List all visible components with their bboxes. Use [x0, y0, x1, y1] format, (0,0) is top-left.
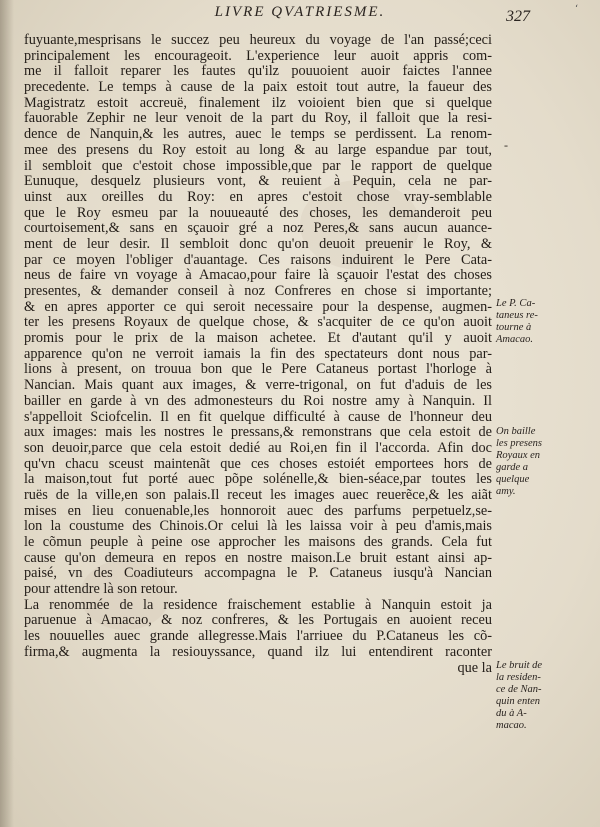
- text-line: ruës de la ville,en son palais.Il receut les images auec reuerẽce,& les aiãt: [24, 487, 492, 503]
- text-line: Nancian. Mais quant aux images, & verre-trigonal, on fut d'aduis de les: [24, 378, 492, 394]
- margin-note-line: Le bruit de: [496, 660, 543, 671]
- margin-note-line: la residen-: [496, 672, 541, 683]
- text-line: courtoisement,& sans en sçauoir gré a noz Peres,& sans aucun auance-: [24, 221, 492, 237]
- text-line: Magistratz estoit accreuë, finalement ilz voioient bien que si quelque: [24, 95, 492, 111]
- text-line: presentes, & demander conseil à noz Confreres en chose si importante;: [24, 284, 492, 299]
- page-number: 327: [506, 8, 530, 25]
- text-line: par ce moyen l'obliger d'auantage. Ces raisons induirent le Pere Cata-: [24, 252, 492, 268]
- text-line: aux images: mais les nostres le pressans,& remonstrans que cela estoit de: [24, 425, 492, 441]
- margin-note: [496, 660, 542, 732]
- margin-note-line: macao.: [496, 720, 527, 731]
- text-line: bailler en garde à vn des admonesteurs du Roi nostre amy à Nanquin. Il: [24, 393, 492, 409]
- text-line: & en apres apporter ce qui seroit necessaire pour la despense, augmen-: [24, 299, 492, 315]
- text-line: promis pour le prix de la maison achetee. Et d'autant qu'il y auoit: [24, 331, 492, 347]
- text-line: mises en lieu conuenable,les honnoroit auec des parfums perpetuelz,se-: [24, 503, 492, 519]
- page-gutter-shadow: [0, 0, 14, 827]
- margin-note-line: ce de Nan-: [496, 684, 542, 695]
- text-line: ment de leur desir. Il sembloit donc qu'on deuoit preuenir le Roy, &: [24, 236, 492, 252]
- margin-note-line: Royaux en: [496, 450, 541, 461]
- margin-note-line: On baille: [496, 426, 536, 437]
- text-line: les nouuelles auec grande allegresse.Mais l'arriuee du P.Cataneus les cõ-: [24, 629, 492, 645]
- text-line: que le Roy esmeu par la nouueauté des choses, les demanderoit peu: [24, 205, 492, 221]
- margin-note-line: quelque: [496, 474, 530, 485]
- text-line: lions à present, on trouua bon que le Pere Cataneus portast l'horloge à: [24, 362, 492, 378]
- margin-note: [496, 426, 542, 498]
- text-line: s'appelloit Sciofcelin. Il en fit quelque difficulté à cause de l'honneur deu: [24, 409, 492, 425]
- text-line: precedente. Le temps à cause de la paix estoit tout autre, la faueur des: [24, 80, 492, 96]
- text-line: principalement les encourageoit. L'experience leur auoit appris com-: [24, 48, 492, 64]
- text-line: Eunuque, desquelz plusieurs vont, & reuient à Pequin, cela ne par-: [24, 174, 492, 190]
- margin-dash-mark: -: [504, 138, 508, 152]
- body-text: [24, 33, 492, 676]
- text-line: firma,& augmenta la resiouyssance, quand ilz lui entendirent raconter: [24, 644, 492, 660]
- corner-mark: ‘: [574, 4, 578, 15]
- margin-note-line: quin enten: [496, 696, 541, 707]
- text-line: me il falloit reparer les fautes qu'ilz pouuoient auoir faictes l'annee: [24, 64, 492, 80]
- text-line: dence de Nanquin,& les autres, auec le temps se perdissent. La renom-: [24, 127, 492, 143]
- text-line: fauorable Zephir ne leur venoit de la part du Roy, il falloit que la resi-: [24, 111, 492, 127]
- margin-note: [496, 298, 538, 346]
- text-line: il sembloit que c'estoit chose impossible,que par le rapport de quelque: [24, 158, 492, 174]
- text-line: paisé, vn des Coadiuteurs accompagna le P. Cataneus iusqu'à Nancian: [24, 566, 492, 582]
- text-line: son deuoir,parce que cela estoit dedié au Roi,en fin il l'accorda. Afin doc: [24, 440, 492, 456]
- text-line: qu'vn chacu sceust maintenãt que ces choses estoiét emportees hors de: [24, 456, 492, 472]
- margin-note-line: Le P. Ca-: [496, 298, 536, 309]
- margin-note-line: Amacao.: [496, 334, 534, 345]
- text-line: La renommée de la residence fraischement establie à Nanquin estoit ja: [24, 597, 492, 613]
- text-line: fuyuante,mesprisans le succez peu heureux du voyage de l'an passé;ceci: [24, 33, 492, 48]
- text-line: cause qu'on demeura en repos en nostre maison.Le bruit estant ainsi ap-: [24, 550, 492, 566]
- text-line: paruenue à Amacao, & noz confreres, & les Portugais en auoient receu: [24, 613, 492, 629]
- text-line: la maison,tout fut porté auec põpe solénelle,& bien-séace,par toutes les: [24, 472, 492, 488]
- margin-note-line: amy.: [496, 486, 516, 497]
- margin-note-line: les presens: [496, 438, 542, 449]
- text-line: ter les presens Royaux de quelque chose, & s'acquiter de ce qu'on auoit: [24, 315, 492, 331]
- text-line: pour attendre là son retour.: [24, 582, 178, 598]
- text-line: lon la coustume des Chinois.Or celui là les laissa voir à peu d'amis,mais: [24, 519, 492, 535]
- text-line: neus de faire vn voyage à Amacao,pour faire là sçauoir l'estat des choses: [24, 268, 492, 284]
- margin-notes: [490, 0, 590, 827]
- text-line: apparence qu'on ne verroit iamais la fin des spectateurs dont nous par-: [24, 346, 492, 362]
- margin-note-line: taneus re-: [496, 310, 538, 321]
- text-line: le cõmun peuple à peine ose approcher les maisons des grands. Cela fut: [24, 535, 492, 550]
- margin-note-line: du à A-: [496, 708, 527, 719]
- text-line: uinst aux oreilles du Roy: en apres c'estoit chose vray-semblable: [24, 189, 492, 205]
- margin-note-line: garde a: [496, 462, 528, 473]
- text-line: mee des presens du Roy estoit au long & au large espandue par tout,: [24, 142, 492, 158]
- catchword: que la: [457, 660, 492, 676]
- margin-note-line: tourne à: [496, 322, 532, 333]
- running-title: LIVRE QVATRIESME.: [214, 4, 386, 20]
